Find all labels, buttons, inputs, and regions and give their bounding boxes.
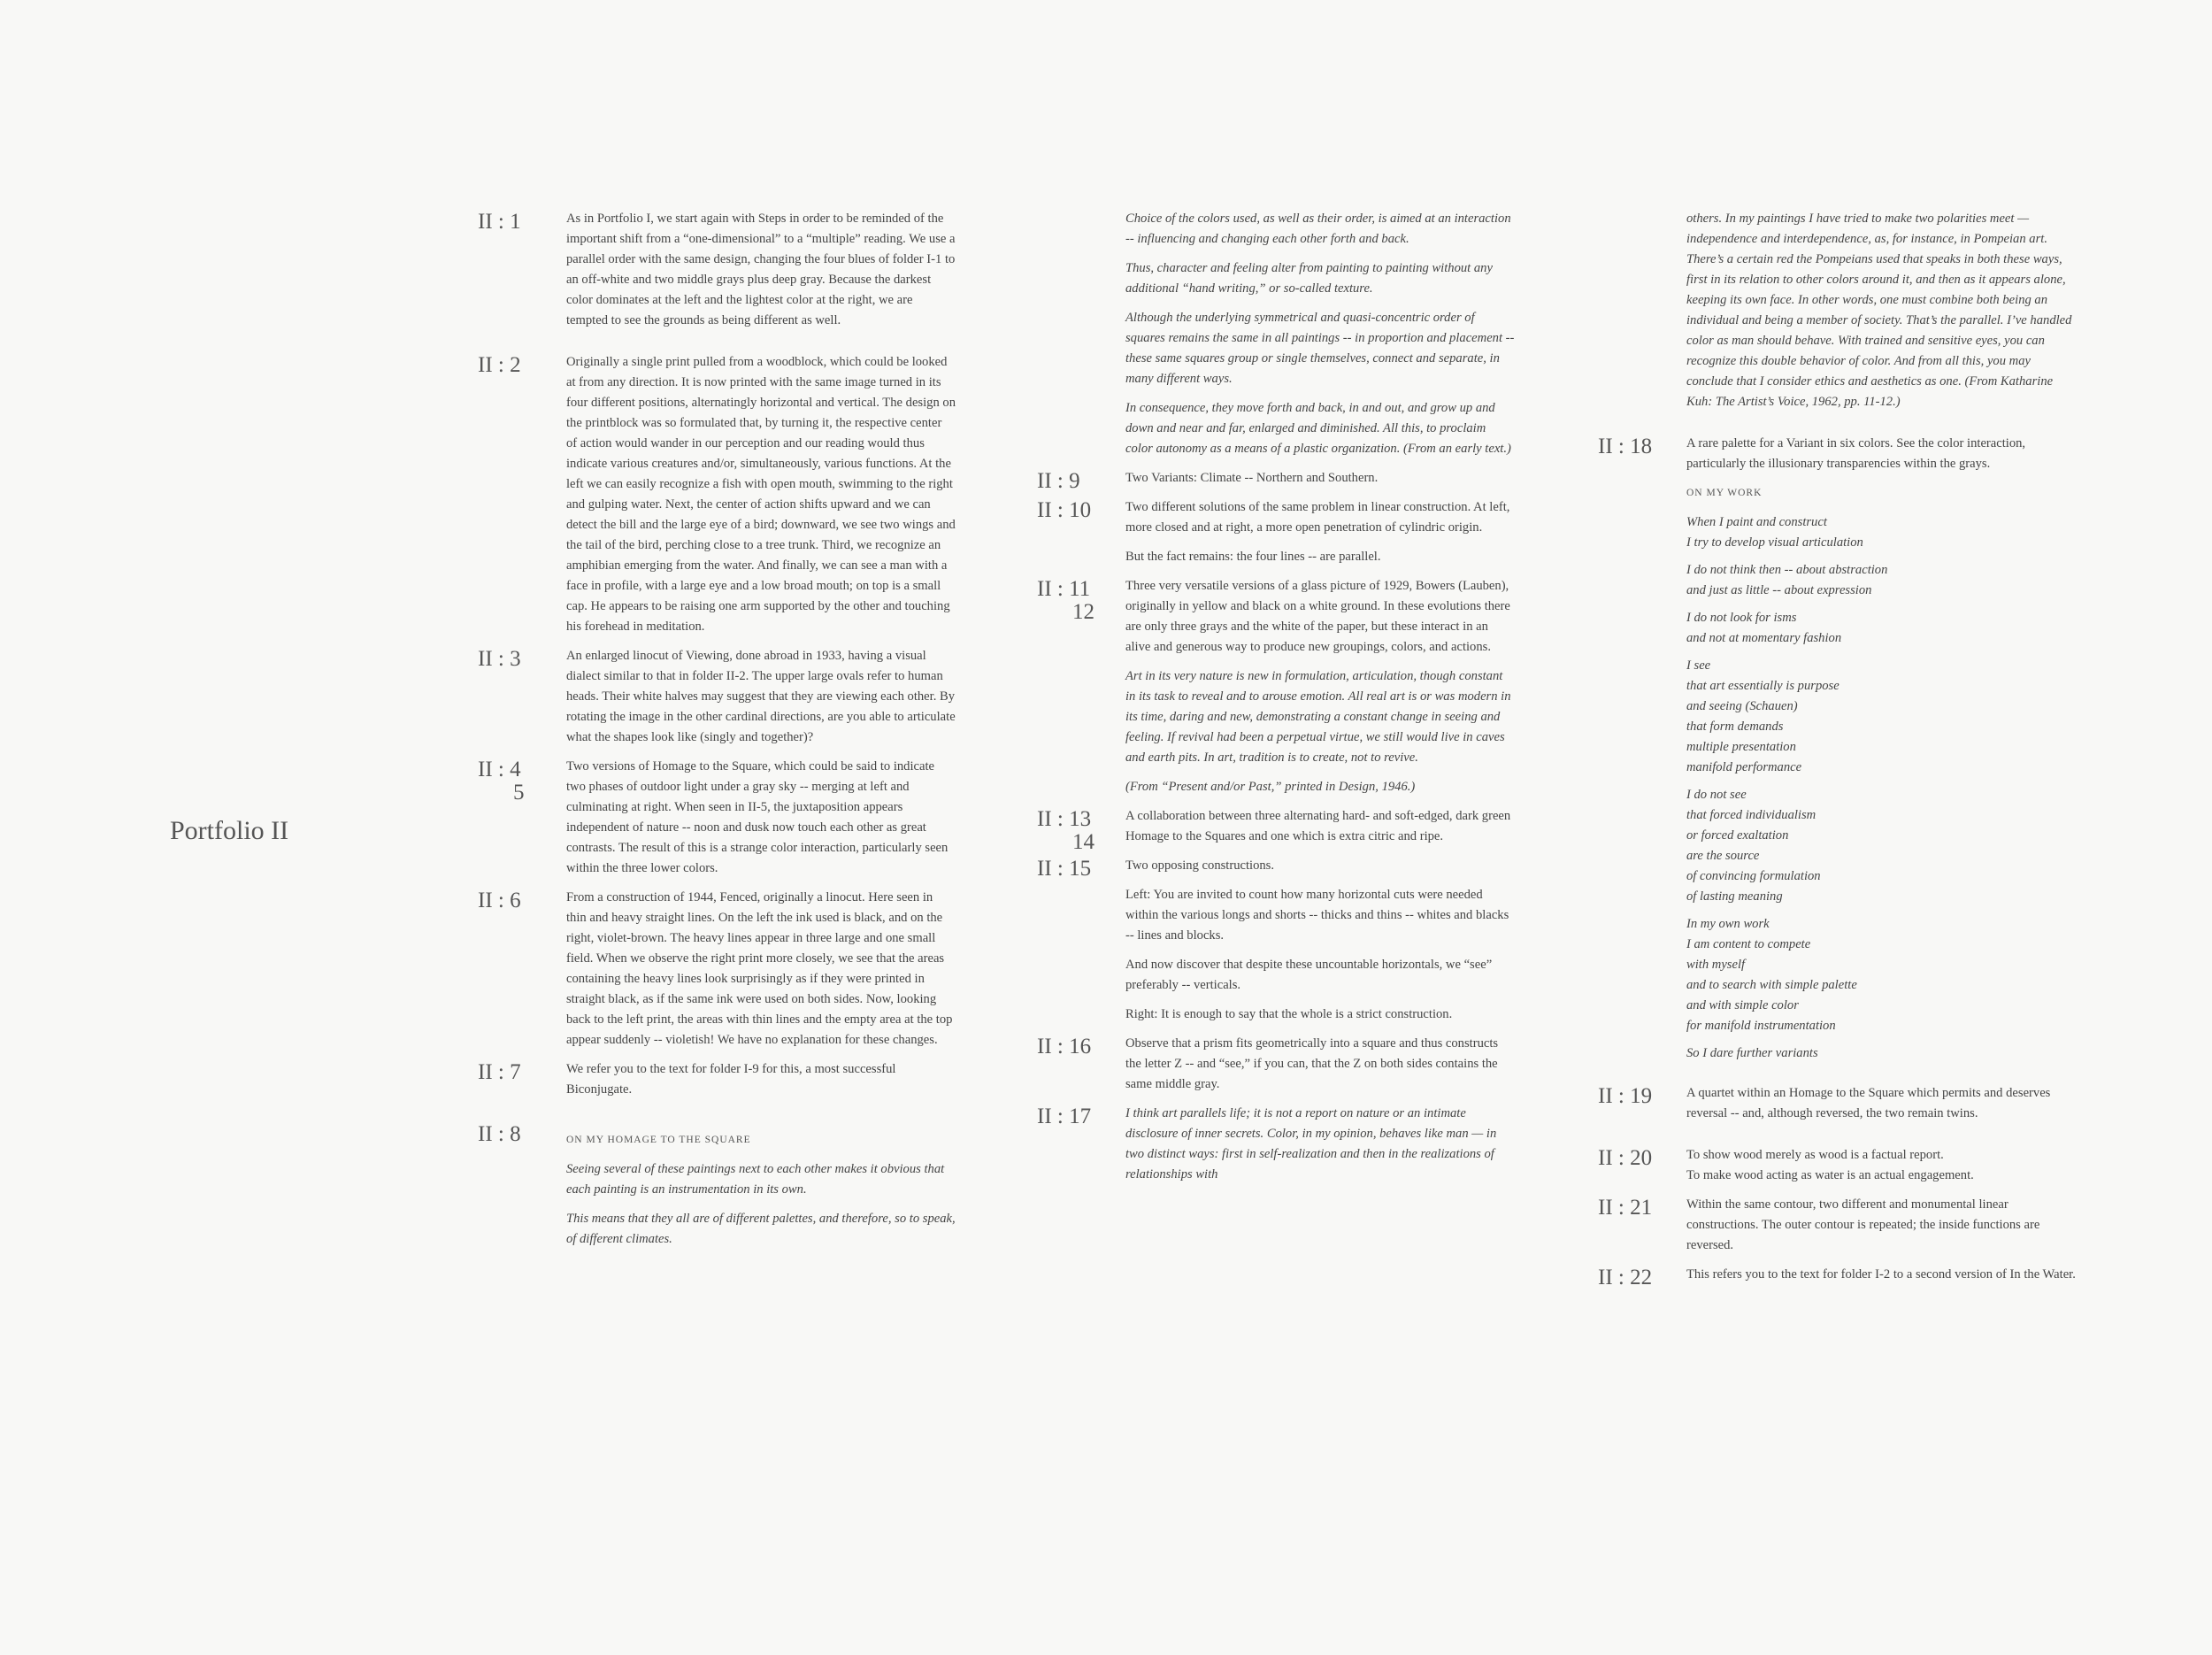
entry-text: Right: It is enough to say that the whole is a strict construction. (1125, 1007, 1453, 1021)
entry-number: II : 2 (478, 353, 521, 377)
entry-ii-17 (1037, 1104, 1515, 1194)
poem-stanza: I do not think then -- about abstraction and just as little -- about expression (1686, 563, 1888, 597)
entry-number: II : 15 (1037, 857, 1092, 881)
entry-number: II : 16 (1037, 1035, 1092, 1058)
entry-text: A quartet within an Homage to the Square which permits and deserves reversal -- and, although reversed, the two remain twins. (1686, 1086, 2051, 1120)
entry-text: A rare palette for a Variant in six colors. See the color interaction, particularly the illusionary transparencies within the grays. (1686, 436, 2026, 471)
entry-number-primary: II : 11 (1037, 577, 1091, 601)
section-heading: ON MY HOMAGE TO THE SQUARE (566, 1135, 751, 1145)
entry-ii-8 (478, 1121, 956, 1259)
entry-text: This means that they all are of different palettes, and therefore, so to speak, of different climates. (566, 1212, 956, 1246)
poem-stanza: I do not see that forced individualism or forced exaltation are the source of convincing formulation of lasting meaning (1686, 788, 1821, 904)
entry-number: II : 1 (478, 210, 521, 234)
poem-stanza: So I dare further variants (1686, 1046, 1818, 1060)
entry-ii-7 (478, 1059, 956, 1109)
entry-ii-18 (1598, 434, 2076, 1071)
entry-ii-16 (1037, 1034, 1515, 1104)
entry-text: To show wood merely as wood is a factual report. To make wood acting as water is an actual engagement. (1686, 1148, 1974, 1182)
entry-number: II : 7 (478, 1060, 521, 1084)
entry-number: II : 10 (1037, 498, 1092, 522)
column-1 (478, 209, 956, 1259)
entry-number (1037, 806, 1125, 856)
entry-ii-3 (478, 646, 956, 757)
column-3 (1598, 209, 2076, 1294)
entry-text: Seeing several of these paintings next to each other makes it obvious that each painting is an instrumentation in its own. (566, 1162, 945, 1197)
entry-text: Two different solutions of the same problem in linear construction. At left, more closed and at right, a more open penetration of cylindric origin. (1125, 500, 1510, 535)
entry-ii-6 (478, 888, 956, 1059)
poem-stanza: I see that art essentially is purpose and seeing (Schauen) that form demands multiple presentation manifold performance (1686, 658, 1839, 774)
entry-number: II : 3 (478, 647, 521, 671)
entry-number: II : 20 (1598, 1146, 1653, 1170)
entry-text: We refer you to the text for folder I-9 for this, a most successful Biconjugate. (566, 1062, 896, 1097)
entry-number: II : 18 (1598, 435, 1653, 458)
entry-text: Within the same contour, two different and monumental linear constructions. The outer contour is repeated; the inside functions are reversed. (1686, 1197, 2040, 1252)
entry-number: II : 6 (478, 889, 521, 912)
entry-number: II : 19 (1598, 1084, 1653, 1108)
column-2 (1037, 209, 1515, 1194)
entry-number-primary: II : 4 (478, 758, 521, 781)
entry-text: Two opposing constructions. (1125, 858, 1275, 873)
quote-text: Art in its very nature is new in formulation, articulation, though constant in its task to reveal and to arouse emotion. All real art is or was modern in its time, daring and new, demonstrating a constant change in seeing and feeling. If revival had been a perpetual virtue, we still would live in caves and earth pits. In art, tradition is to create, not to revive. (1125, 669, 1511, 765)
entry-ii-15 (1037, 856, 1515, 1034)
entry-ii-11-12 (1037, 576, 1515, 806)
entry-text: From a construction of 1944, Fenced, originally a linocut. Here seen in thin and heavy straight lines. On the left the ink used is black, and on the right, violet-brown. The heavy lines appear in three large and one small field. When we observe the right print more closely, we see that the areas containing the heavy lines look surprisingly as if they were printed in straight black, as if the same ink were used on both sides. Now, looking back to the left print, the areas with thin lines and the empty area at the top appear suddenly -- violetish! We have no explanation for these changes. (566, 890, 953, 1047)
entry-text: Three very versatile versions of a glass picture of 1929, Bowers (Lauben), originally in yellow and black on a white ground. In these evolutions there are only three grays and the white of the paper, but these interact in an alive and generous way to produce new groupings, colors, and actions. (1125, 579, 1510, 654)
entry-text: Two Variants: Climate -- Northern and Southern. (1125, 471, 1379, 485)
entry-ii-19 (1598, 1083, 2076, 1133)
entry-ii-22 (1598, 1265, 2076, 1294)
entry-ii-13-14 (1037, 806, 1515, 856)
portfolio-title: Portfolio II (170, 816, 289, 845)
entry-text: others. In my paintings I have tried to make two polarities meet — independence and interdependence, as, for instance, in Pompeian art. There’s a certain red the Pompeians used that speaks in both these ways, first in its relation to other colors around it, and then as it appears alone, keeping its own face. In other words, one must combine both being an individual and being a member of society. That’s the parallel. I’ve handled color as man should behave. With trained and sensitive eyes, you can recognize this double behavior of color. And from all this, you may conclude that I consider ethics and aesthetics as one. (From Katharine Kuh: The Artist’s Voice, 1962, pp. 11-12.) (1686, 212, 2072, 409)
entry-text: In consequence, they move forth and back, in and out, and grow up and down and near and far, enlarged and diminished. All this, to proclaim color autonomy as a means of a plastic organization. (From an early text.) (1125, 401, 1511, 456)
quote-source: (From “Present and/or Past,” printed in Design, 1946.) (1125, 780, 1416, 794)
entry-ii-21 (1598, 1195, 2076, 1265)
entry-ii-10 (1037, 497, 1515, 576)
entry-text: Left: You are invited to count how many horizontal cuts were needed within the various longs and shorts -- thicks and thins -- whites and blacks -- lines and blocks. (1125, 888, 1509, 943)
entry-text: I think art parallels life; it is not a report on nature or an intimate disclosure of inner secrets. Color, in my opinion, behaves like man — in two distinct ways: first in self-realization and then in the realizations of relationships with (1125, 1106, 1497, 1182)
entry-text: Thus, character and feeling alter from painting to painting without any additional “hand writing,” or so-called texture. (1125, 261, 1493, 296)
entry-number: II : 17 (1037, 1105, 1092, 1128)
entry-number: II : 8 (478, 1122, 521, 1146)
entry-ii-9 (1037, 468, 1515, 497)
entry-ii-20 (1598, 1145, 2076, 1195)
section-heading: ON MY WORK (1686, 488, 1763, 498)
entry-number: II : 22 (1598, 1266, 1653, 1289)
entry-number: II : 21 (1598, 1196, 1653, 1220)
poem-stanza: When I paint and construct I try to develop visual articulation (1686, 515, 1863, 550)
entry-number (1037, 576, 1125, 806)
entry-text: An enlarged linocut of Viewing, done abroad in 1933, having a visual dialect similar to that in folder II-2. The upper large ovals refer to human heads. Their white halves may suggest that they are viewing each other. By rotating the image in the other cardinal directions, are you able to articulate what the shapes look like (singly and together)? (566, 649, 956, 744)
entry-text: A collaboration between three alternating hard- and soft-edged, dark green Homage to the Squares and one which is extra citric and ripe. (1125, 809, 1511, 843)
entry-number-primary: II : 13 (1037, 807, 1092, 831)
entry-continuation (1598, 209, 2076, 421)
entry-number-secondary: 12 (1072, 600, 1094, 624)
entry-text: Two versions of Homage to the Square, which could be said to indicate two phases of outdoor light under a gray sky -- merging at left and culminating at right. When seen in II-5, the juxtaposition appears independent of nature -- noon and dusk now touch each other as great contrasts. The result of this is a strange color interaction, particularly seen within the three lower colors. (566, 759, 949, 875)
entry-number-secondary: 14 (1072, 830, 1094, 854)
entry-ii-1 (478, 209, 956, 340)
entry-number: II : 9 (1037, 469, 1080, 493)
entry-number (478, 757, 566, 888)
poem-stanza: I do not look for isms and not at momentary fashion (1686, 611, 1842, 645)
entry-text: Observe that a prism fits geometrically into a square and thus constructs the letter Z -- and “see,” if you can, that the Z on both sides contains the same middle gray. (1125, 1036, 1499, 1091)
entry-number-secondary: 5 (513, 781, 525, 804)
entry-ii-4-5 (478, 757, 956, 888)
entry-text: And now discover that despite these uncountable horizontals, we “see” preferably -- verticals. (1125, 958, 1493, 992)
entry-text: Originally a single print pulled from a woodblock, which could be looked at from any direction. It is now printed with the same image turned in its four different positions, alternatingly horizontal and vertical. The design on the printblock was so formulated that, by turning it, the respective center of action would wander in our perception and our reading would thus indicate various creatures and/or, simultaneously, various functions. At the left we can easily recognize a fish with open mouth, swimming to the right and gulping water. Next, the center of action shifts upward and we can detect the bill and the large eye of a bird; downward, we see two wings and the tail of the bird, perching close to a tree trunk. Third, we recognize an amphibian emerging from the water. And finally, we can see a man with a face in profile, with a large eye and a low broad mouth; on top is a small cap. He appears to be raising one arm supported by the other and touching his forehead in meditation. (566, 355, 956, 634)
entry-text: But the fact remains: the four lines -- are parallel. (1125, 550, 1381, 564)
entry-text: Choice of the colors used, as well as their order, is aimed at an interaction -- influencing and changing each other forth and back. (1125, 212, 1511, 246)
entry-ii-2 (478, 352, 956, 646)
entry-text: Although the underlying symmetrical and quasi-concentric order of squares remains the same in all paintings -- in proportion and placement -- these same squares group or single themselves, connect and separate, in many different ways. (1125, 311, 1515, 386)
entry-text: As in Portfolio I, we start again with Steps in order to be reminded of the important shift from a “one-dimensional” to a “multiple” reading. We use a parallel order with the same design, changing the four blues of folder I-1 to an off-white and two middle grays plus deep gray. Because the darkest color dominates at the left and the lightest color at the right, we are tempted to see the grounds as being different as well. (566, 212, 956, 327)
entry-continuation (1037, 209, 1515, 468)
poem (1686, 512, 2076, 1064)
entry-text: This refers you to the text for folder I-2 to a second version of In the Water. (1686, 1267, 2076, 1282)
poem-stanza: In my own work I am content to compete with myself and to search with simple palette and with simple color for manifold instrumentation (1686, 917, 1857, 1033)
